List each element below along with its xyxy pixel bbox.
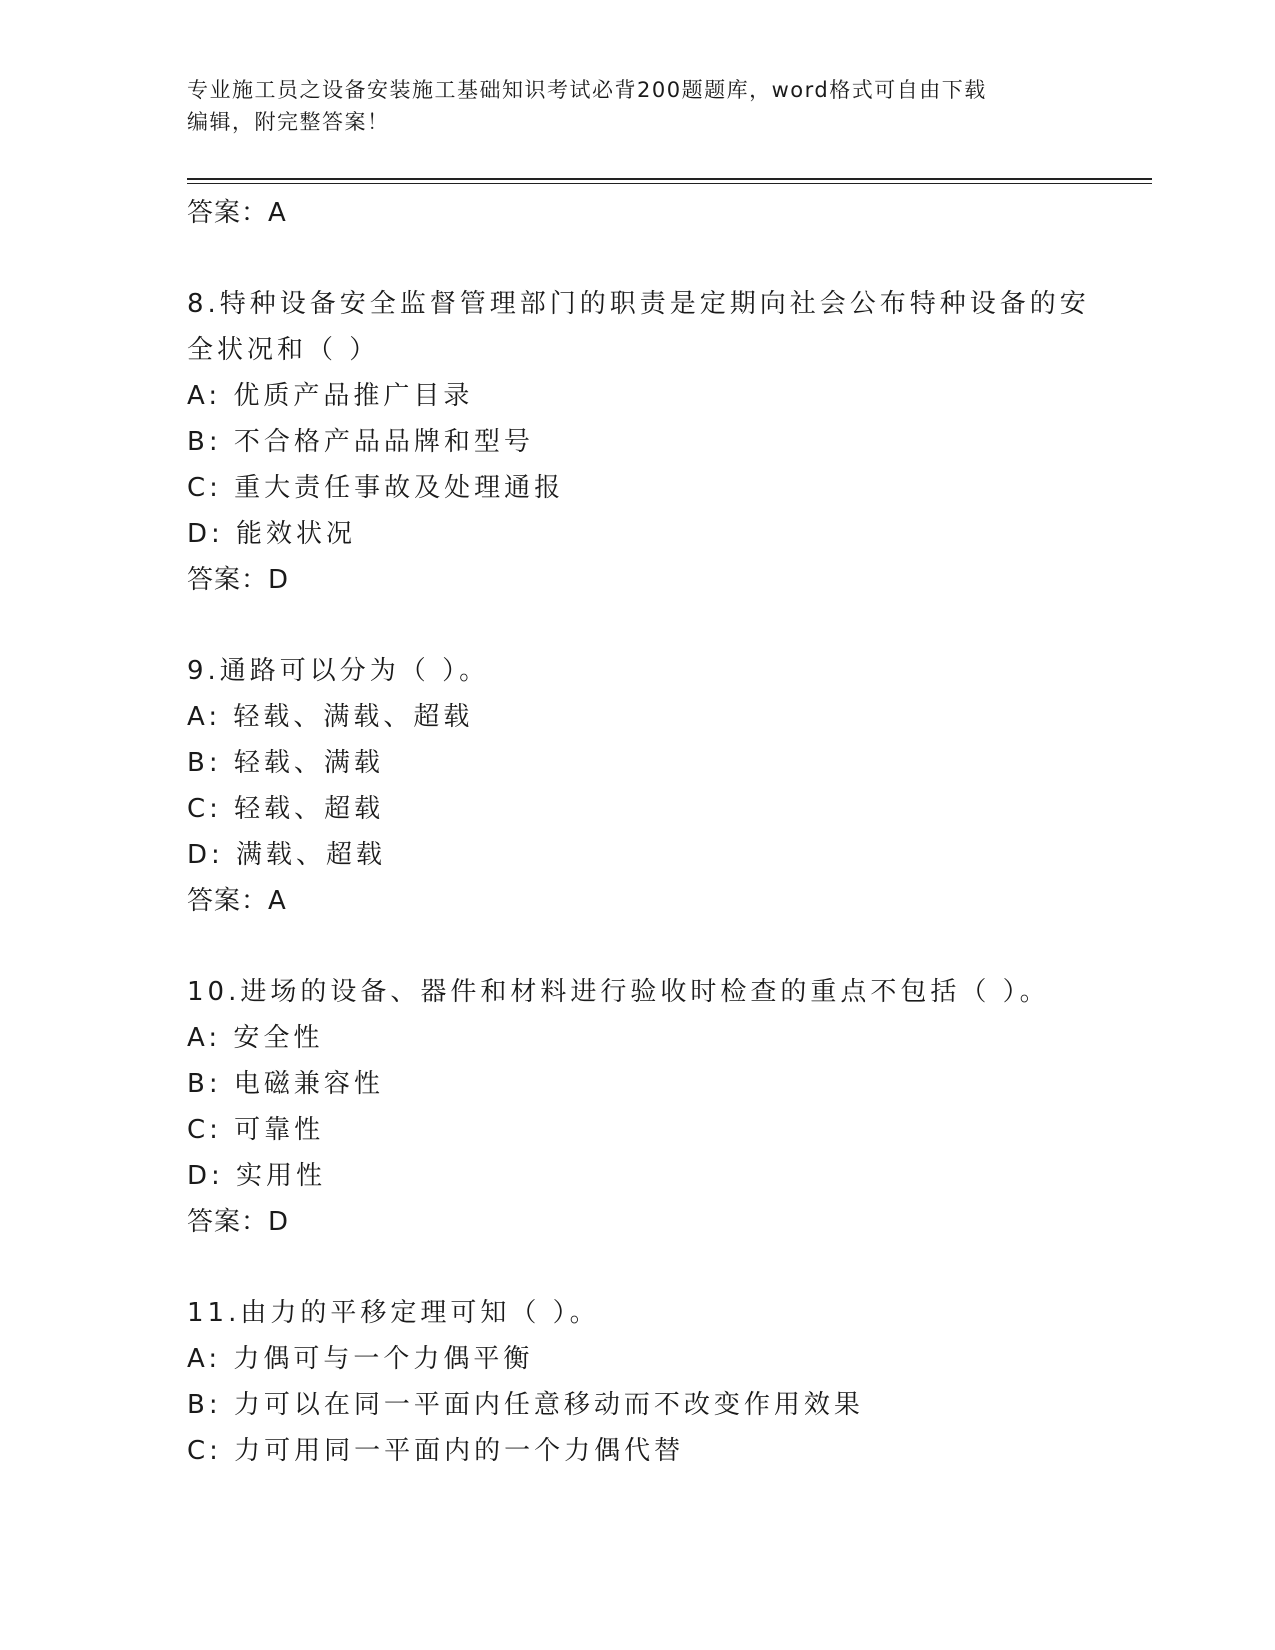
question-stem-continued: 全状况和（ ） [187, 335, 380, 365]
option-c: C: 重大责任事故及处理通报 [187, 473, 565, 503]
spacer [187, 236, 1152, 281]
option-c: C: 力可用同一平面内的一个力偶代替 [187, 1436, 685, 1466]
option-b: B: 不合格产品品牌和型号 [187, 427, 534, 457]
option-a: A: 力偶可与一个力偶平衡 [187, 1344, 534, 1374]
header-divider-thick [187, 178, 1152, 180]
option-b: B: 力可以在同一平面内任意移动而不改变作用效果 [187, 1390, 864, 1420]
option-b: B: 轻载、满载 [187, 748, 384, 778]
option-a: A: 安全性 [187, 1023, 324, 1053]
answer-label: 答案：D [187, 565, 290, 595]
option-d: D: 满载、超载 [187, 840, 387, 870]
question-list [187, 190, 1152, 1474]
spacer [187, 603, 1152, 648]
document-header [187, 74, 1087, 138]
option-a: A: 轻载、满载、超载 [187, 702, 474, 732]
option-d: D: 能效状况 [187, 519, 357, 549]
answer-label: 答案：D [187, 1207, 290, 1237]
option-c: C: 轻载、超载 [187, 794, 385, 824]
question-stem: 11.由力的平移定理可知（ ）。 [187, 1298, 600, 1328]
header-divider-thin [187, 183, 1152, 184]
question-block [187, 648, 1152, 924]
question-stem: 10.进场的设备、器件和材料进行验收时检查的重点不包括（ ）。 [187, 977, 1050, 1007]
spacer [187, 1245, 1152, 1290]
previous-answer: 答案：A [187, 198, 287, 228]
spacer [187, 924, 1152, 969]
question-block [187, 1290, 1152, 1474]
question-stem: 8.特种设备安全监督管理部门的职责是定期向社会公布特种设备的安 [187, 289, 1090, 319]
option-a: A: 优质产品推广目录 [187, 381, 474, 411]
header-title-line1: 专业施工员之设备安装施工基础知识考试必背200题题库，word格式可自由下载 [187, 78, 987, 102]
option-b: B: 电磁兼容性 [187, 1069, 384, 1099]
question-stem: 9.通路可以分为（ ）。 [187, 656, 490, 686]
question-block [187, 969, 1152, 1245]
question-block [187, 281, 1152, 603]
header-title-line2: 编辑，附完整答案！ [187, 110, 390, 134]
option-c: C: 可靠性 [187, 1115, 325, 1145]
option-d: D: 实用性 [187, 1161, 327, 1191]
answer-label: 答案：A [187, 886, 287, 916]
